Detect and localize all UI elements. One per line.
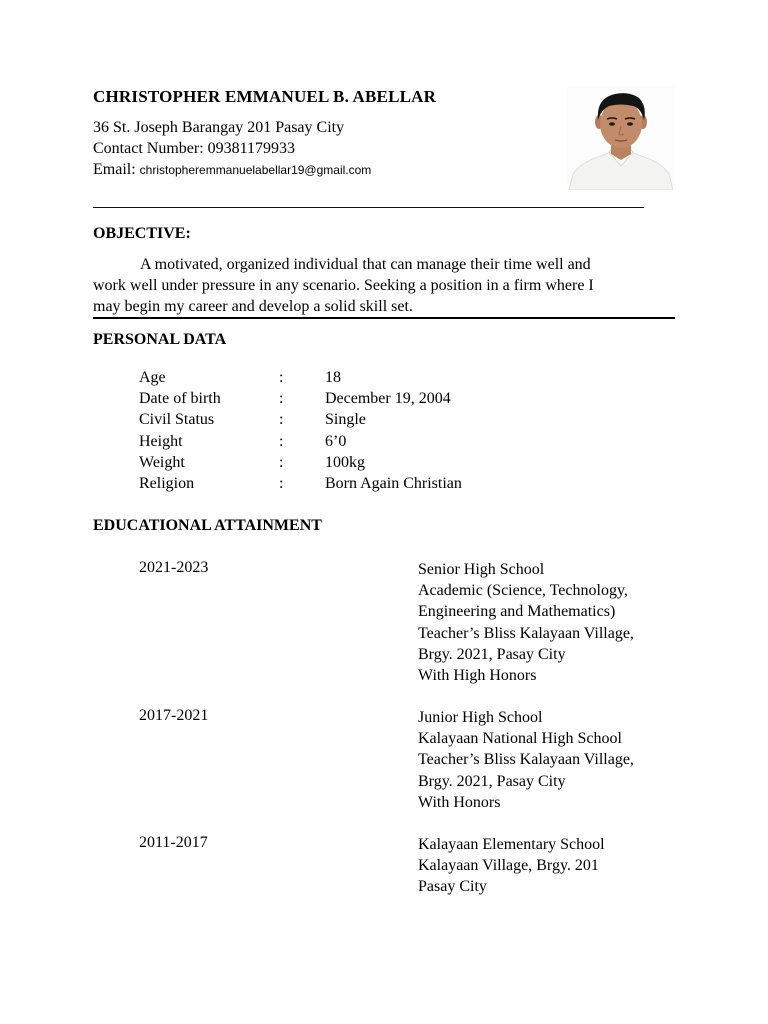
personal-data-value: December 19, 2004 (325, 390, 451, 408)
education-detail-line: With Honors (418, 793, 501, 811)
personal-data-colon: : (279, 390, 284, 408)
education-detail-line: Teacher’s Bliss Kalayaan Village, (418, 751, 634, 769)
education-detail-line: Kalayaan Elementary School (418, 836, 605, 853)
education-detail-line: Kalayaan Village, Brgy. 201 (418, 857, 599, 875)
education-years: 2017-2021 (139, 707, 209, 724)
education-detail-line: With High Honors (418, 667, 537, 685)
education-heading: EDUCATIONAL ATTAINMENT (93, 517, 322, 534)
objective-line: may begin my career and develop a solid skill set. (93, 298, 413, 315)
personal-data-label: Height (139, 432, 183, 450)
education-detail-line: Academic (Science, Technology, (418, 582, 628, 600)
education-detail-line: Senior High School (418, 561, 545, 578)
education-detail-line: Engineering and Mathematics) (418, 603, 616, 621)
personal-data-value: Born Again Christian (325, 474, 462, 492)
applicant-name: CHRISTOPHER EMMANUEL B. ABELLAR (93, 87, 437, 106)
education-years: 2011-2017 (139, 834, 208, 851)
education-detail-line: Kalayaan National High School (418, 730, 622, 748)
personal-data-label: Age (139, 369, 166, 386)
profile-photo (567, 86, 675, 190)
objective-heading: OBJECTIVE: (93, 225, 191, 242)
email-label: Email: (93, 161, 136, 178)
personal-data-colon: : (279, 453, 284, 471)
education-details (418, 707, 698, 813)
education-years: 2021-2023 (139, 559, 209, 576)
contact-number-line: Contact Number: 09381179933 (93, 140, 296, 157)
personal-data-label: Civil Status (139, 411, 215, 429)
personal-data-colon: : (279, 369, 284, 386)
education-details (418, 559, 698, 686)
personal-data-value: 6’0 (325, 432, 347, 450)
email-address: christopheremmanuelabellar19@gmail.com (139, 163, 372, 177)
education-detail-line: Pasay City (418, 878, 487, 896)
personal-data-colon: : (279, 432, 284, 450)
personal-data-value: Single (325, 411, 366, 429)
objective-divider (93, 317, 675, 319)
personal-data-heading: PERSONAL DATA (93, 331, 227, 348)
objective-line: work well under pressure in any scenario. Seeking a position in a firm where I (93, 277, 594, 294)
education-detail-line: Junior High School (418, 709, 543, 726)
personal-data-label: Weight (139, 453, 185, 471)
personal-data-label: Religion (139, 474, 195, 492)
education-details (418, 834, 698, 898)
personal-data-colon: : (279, 411, 284, 429)
education-detail-line: Brgy. 2021, Pasay City (418, 772, 566, 790)
objective-line: A motivated, organized individual that can manage their time well and (140, 256, 591, 273)
education-detail-line: Brgy. 2021, Pasay City (418, 645, 566, 663)
personal-data-label: Date of birth (139, 390, 221, 408)
personal-data-value: 100kg (325, 453, 365, 471)
objective-text (93, 254, 665, 317)
header-separator (93, 207, 644, 208)
education-detail-line: Teacher’s Bliss Kalayaan Village, (418, 624, 634, 642)
personal-data-colon: : (279, 474, 284, 492)
profile-photo-image (567, 86, 675, 190)
email-line (93, 161, 371, 179)
personal-data-value: 18 (325, 369, 341, 386)
address-line: 36 St. Joseph Barangay 201 Pasay City (93, 119, 345, 136)
